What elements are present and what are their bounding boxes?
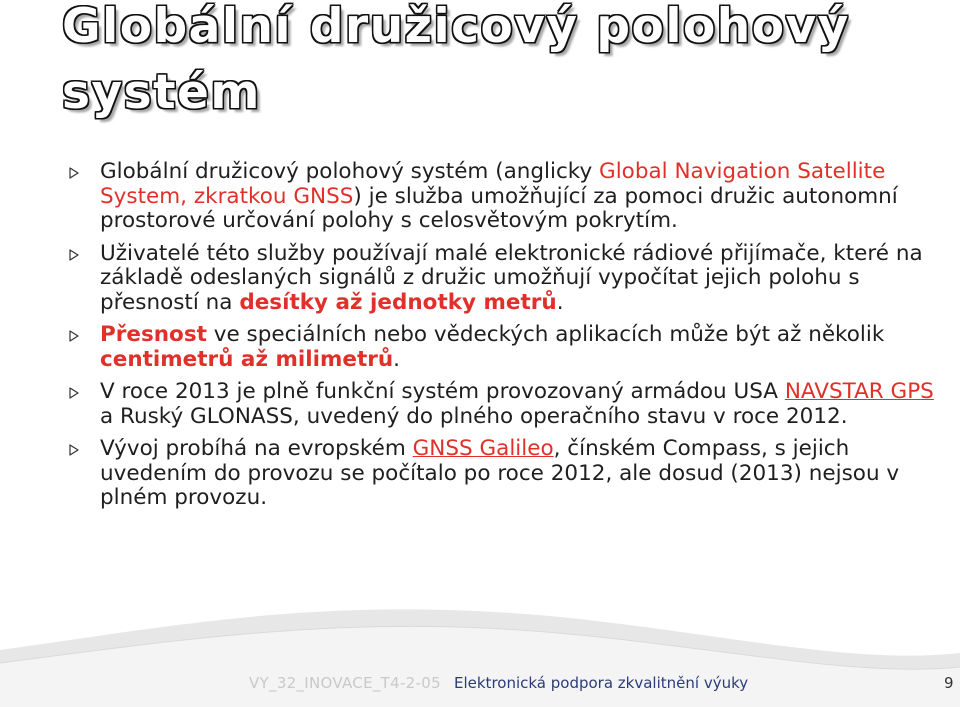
highlighted-term: Přesnost (100, 322, 207, 347)
bullet-item (68, 160, 938, 234)
bullet-text: Globální družicový polohový systém (anglicky (100, 159, 600, 184)
bullet-text: . (556, 289, 564, 315)
highlighted-term: desítky až jednotky metrů (239, 289, 557, 315)
bullet-text: a Ruský GLONASS, uvedený do plného operačního stavu v roce 2012. (100, 403, 848, 429)
bullet-text: Vývoj probíhá na evropském (100, 436, 413, 461)
bullet-text: Uživatelé této služby používají malé elektronické rádiové přijímače, které na základě odeslaných signálů z družic umožňují vypočítat jejich polohu s přesností na (100, 240, 923, 315)
bullet-item (68, 323, 938, 372)
arrow-right-icon (68, 249, 80, 261)
slide-title: Globální družicový polohový systém (62, 0, 850, 120)
bullet-text: . (393, 346, 400, 372)
bullet-item (68, 380, 938, 429)
arrow-right-icon (68, 387, 80, 399)
bullet-item (68, 242, 938, 316)
highlighted-term: NAVSTAR GPS (784, 379, 934, 404)
highlighted-term: Global Navigation Satellite System, zkratkou GNSS (100, 159, 886, 209)
arrow-right-icon (68, 330, 80, 342)
bullet-text: V roce 2013 je plně funkční systém provozovaný armádou USA (100, 379, 785, 404)
highlighted-term: GNSS Galileo (412, 436, 554, 461)
highlighted-term: centimetrů až milimetrů (100, 346, 394, 372)
arrow-right-icon (68, 167, 80, 179)
footer-project-name: Elektronická podpora zkvalitnění výuky (454, 674, 749, 692)
footer-code: VY_32_INOVACE_T4-2-05 (249, 674, 441, 692)
bullet-text: ) je služba umožňující za pomoci družic autonomní prostorové určování polohy s celosvětovým pokrytím. (100, 183, 898, 233)
arrow-right-icon (68, 444, 80, 456)
bullet-text: , čínském Compass, s jejich uvedením do provozu se počítalo po roce 2012, ale dosud (2013) nejsou v plném provozu. (100, 436, 900, 510)
bullet-list (68, 160, 938, 519)
page-number: 9 (944, 674, 954, 692)
bullet-item (68, 437, 938, 511)
bullet-text: ve speciálních nebo vědeckých aplikacích může být až několik (206, 322, 885, 347)
